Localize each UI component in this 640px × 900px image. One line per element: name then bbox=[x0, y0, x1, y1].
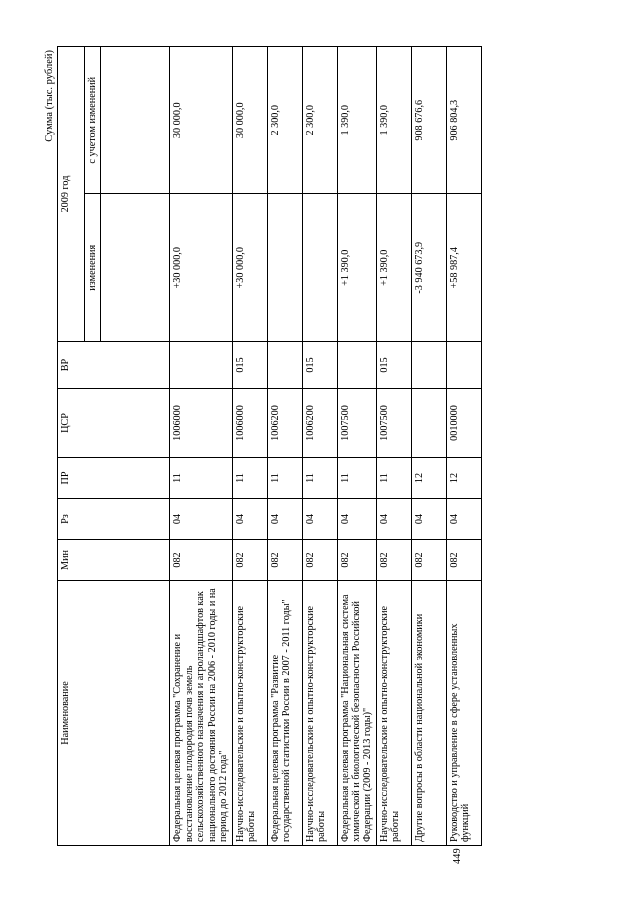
cell-changes: +1 390,0 bbox=[376, 194, 411, 342]
cell-vr bbox=[411, 342, 446, 389]
cell-csr: 1006000 bbox=[170, 389, 232, 458]
table-body bbox=[170, 47, 481, 846]
cell-with-changes: 1 390,0 bbox=[337, 47, 376, 195]
sum-caption: Сумма (тыс. рублей) bbox=[44, 50, 55, 142]
cell-vr: 015 bbox=[302, 342, 337, 389]
cell-csr bbox=[411, 389, 446, 458]
cell-rz: 04 bbox=[267, 499, 302, 540]
cell-rz: 04 bbox=[446, 499, 481, 540]
cell-min: 082 bbox=[411, 540, 446, 581]
budget-table bbox=[57, 46, 482, 846]
cell-min: 082 bbox=[337, 540, 376, 581]
cell-name: Научно-исследовательские и опытно-конструкторские работы bbox=[302, 581, 337, 846]
cell-name: Научно-исследовательские и опытно-конструкторские работы bbox=[232, 581, 267, 846]
cell-with-changes: 2 300,0 bbox=[267, 47, 302, 195]
cell-changes bbox=[302, 194, 337, 342]
cell-min: 082 bbox=[170, 540, 232, 581]
cell-pr: 11 bbox=[232, 458, 267, 499]
cell-rz: 04 bbox=[337, 499, 376, 540]
cell-name: Федеральная целевая программа "Национальная система химической и биологической безопасности Российской Федерации (2009 - 2013 годы)" bbox=[337, 581, 376, 846]
table-row bbox=[446, 47, 481, 846]
cell-vr bbox=[267, 342, 302, 389]
column-header-csr: ЦСР bbox=[58, 389, 170, 458]
header-spacer-with-changes bbox=[101, 47, 170, 195]
cell-changes: +58 987,4 bbox=[446, 194, 481, 342]
column-header-name: Наименование bbox=[58, 581, 170, 846]
cell-csr: 1007500 bbox=[337, 389, 376, 458]
column-header-vr: ВР bbox=[58, 342, 170, 389]
table-row bbox=[267, 47, 302, 846]
cell-vr bbox=[170, 342, 232, 389]
cell-changes bbox=[267, 194, 302, 342]
cell-pr: 11 bbox=[267, 458, 302, 499]
table-header bbox=[58, 47, 170, 846]
cell-csr: 1006200 bbox=[302, 389, 337, 458]
document-sheet bbox=[44, 46, 482, 846]
cell-with-changes: 1 390,0 bbox=[376, 47, 411, 195]
cell-name: Руководство и управление в сфере установленных функций bbox=[446, 581, 481, 846]
column-header-pr: ПР bbox=[58, 458, 170, 499]
cell-vr bbox=[446, 342, 481, 389]
column-header-changes: изменения bbox=[85, 194, 101, 342]
table-row bbox=[302, 47, 337, 846]
cell-pr: 11 bbox=[376, 458, 411, 499]
table-row bbox=[232, 47, 267, 846]
cell-with-changes: 30 000,0 bbox=[232, 47, 267, 195]
cell-name: Научно-исследовательские и опытно-конструкторские работы bbox=[376, 581, 411, 846]
cell-vr: 015 bbox=[232, 342, 267, 389]
cell-rz: 04 bbox=[232, 499, 267, 540]
cell-changes: -3 940 673,9 bbox=[411, 194, 446, 342]
cell-changes: +30 000,0 bbox=[232, 194, 267, 342]
column-header-with-changes: с учетом изменений bbox=[85, 47, 101, 195]
column-header-rz: Рз bbox=[58, 499, 170, 540]
column-header-min: Мин bbox=[58, 540, 170, 581]
cell-name: Федеральная целевая программа "Развитие государственной статистики России в 2007 - 2011 годы" bbox=[267, 581, 302, 846]
cell-rz: 04 bbox=[302, 499, 337, 540]
cell-min: 082 bbox=[376, 540, 411, 581]
cell-rz: 04 bbox=[411, 499, 446, 540]
cell-pr: 12 bbox=[411, 458, 446, 499]
table-row bbox=[411, 47, 446, 846]
cell-vr: 015 bbox=[376, 342, 411, 389]
cell-with-changes: 906 804,3 bbox=[446, 47, 481, 195]
cell-with-changes: 30 000,0 bbox=[170, 47, 232, 195]
page-number: 449 bbox=[452, 848, 463, 864]
cell-csr: 1006200 bbox=[267, 389, 302, 458]
cell-with-changes: 908 676,6 bbox=[411, 47, 446, 195]
cell-csr: 0010000 bbox=[446, 389, 481, 458]
cell-name: Другие вопросы в области национальной экономики bbox=[411, 581, 446, 846]
cell-rz: 04 bbox=[376, 499, 411, 540]
cell-pr: 12 bbox=[446, 458, 481, 499]
table-row bbox=[170, 47, 232, 846]
cell-changes: +30 000,0 bbox=[170, 194, 232, 342]
cell-with-changes: 2 300,0 bbox=[302, 47, 337, 195]
cell-rz: 04 bbox=[170, 499, 232, 540]
table-row bbox=[337, 47, 376, 846]
cell-changes: +1 390,0 bbox=[337, 194, 376, 342]
cell-min: 082 bbox=[302, 540, 337, 581]
cell-name: Федеральная целевая программа "Сохранение и восстановление плодородия почв земель сельскохозяйственного назначения и агроландшафтов как национального достояния России на 2006 - 2010 годы и на период до 2012 года" bbox=[170, 581, 232, 846]
cell-pr: 11 bbox=[337, 458, 376, 499]
cell-vr bbox=[337, 342, 376, 389]
cell-min: 082 bbox=[232, 540, 267, 581]
table-row bbox=[376, 47, 411, 846]
cell-pr: 11 bbox=[302, 458, 337, 499]
cell-pr: 11 bbox=[170, 458, 232, 499]
cell-csr: 1007500 bbox=[376, 389, 411, 458]
table-header-row-1 bbox=[58, 47, 85, 846]
cell-min: 082 bbox=[446, 540, 481, 581]
column-header-year: 2009 год bbox=[58, 47, 85, 342]
header-spacer-changes bbox=[101, 194, 170, 342]
cell-min: 082 bbox=[267, 540, 302, 581]
cell-csr: 1006000 bbox=[232, 389, 267, 458]
